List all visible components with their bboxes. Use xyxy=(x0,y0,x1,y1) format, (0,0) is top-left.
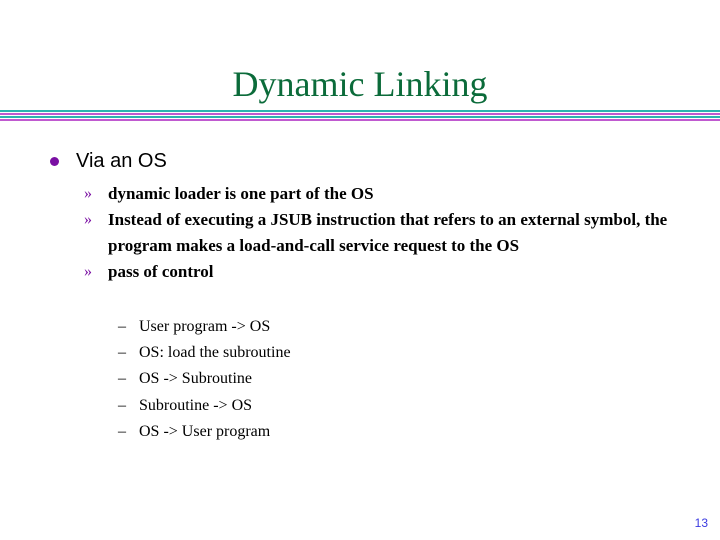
dash-marker-icon: – xyxy=(118,344,126,362)
control-step-text: OS: load the subroutine xyxy=(139,344,291,362)
control-step xyxy=(118,366,291,392)
subitem xyxy=(84,181,684,207)
bullet-via-os-text: Via an OS xyxy=(76,150,167,172)
dash-marker-icon: – xyxy=(118,370,126,388)
control-step-text: User program -> OS xyxy=(139,318,271,335)
subitem xyxy=(84,207,684,259)
dash-marker-icon: – xyxy=(118,396,126,414)
subitem-list xyxy=(84,181,684,285)
control-step-text: OS -> Subroutine xyxy=(139,370,253,388)
subitem-marker-icon: » xyxy=(84,211,92,228)
slide-title: Dynamic Linking xyxy=(232,64,488,104)
bullet-dot-icon xyxy=(50,157,59,166)
control-steps-list xyxy=(118,314,291,445)
dash-marker-icon: – xyxy=(118,318,126,335)
subitem-text: dynamic loader is one part of the OS xyxy=(108,184,374,203)
subitem-marker-icon: » xyxy=(84,263,92,280)
page-number: 13 xyxy=(694,516,708,530)
title-divider-lines xyxy=(0,110,720,122)
control-step xyxy=(118,419,291,445)
subitem-marker-icon: » xyxy=(84,185,92,202)
bullet-via-os xyxy=(50,148,167,174)
control-step xyxy=(118,340,291,366)
subitem xyxy=(84,259,684,285)
dash-marker-icon: – xyxy=(118,422,126,440)
control-step-text: OS -> User program xyxy=(139,422,271,440)
subitem-text: Instead of executing a JSUB instruction that refers to an external symbol, the program makes a load-and-call service request to the OS xyxy=(108,210,668,255)
control-step xyxy=(118,393,291,419)
title-divider xyxy=(0,110,720,122)
control-step xyxy=(118,314,291,340)
subitem-text: pass of control xyxy=(108,262,214,281)
control-step-text: Subroutine -> OS xyxy=(139,396,253,414)
